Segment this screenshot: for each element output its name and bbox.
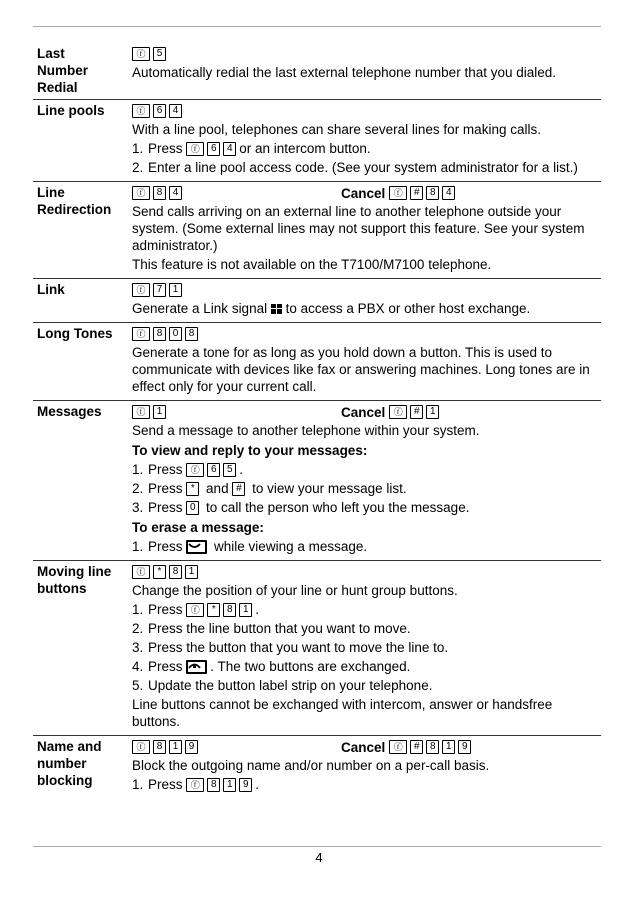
key-sequence bbox=[132, 563, 601, 581]
step: 4. Press . The two buttons are exchanged. bbox=[132, 659, 411, 674]
step: 1. Press while viewing a message. bbox=[132, 539, 368, 554]
cancel-label: Cancel bbox=[341, 739, 386, 755]
entry-last-number-redial bbox=[33, 43, 601, 100]
key: 6 bbox=[207, 142, 220, 156]
feature-key-icon: ⓕ bbox=[132, 405, 150, 419]
key-sequence bbox=[132, 45, 601, 63]
key: 8 bbox=[426, 186, 439, 200]
feature-key-icon: ⓕ bbox=[132, 283, 150, 297]
entry-line-pools bbox=[33, 100, 601, 182]
key: 6 bbox=[207, 463, 220, 477]
step: 3. Press 0 to call the person who left you the message. bbox=[132, 500, 470, 515]
key: 8 bbox=[185, 327, 198, 341]
key: 8 bbox=[153, 327, 166, 341]
key: 1 bbox=[153, 405, 166, 419]
note: Line buttons cannot be exchanged with intercom, answer or handsfree buttons. bbox=[132, 697, 553, 729]
description: Send a message to another telephone within your system. bbox=[132, 423, 480, 438]
key: 4 bbox=[442, 186, 455, 200]
description: Send calls arriving on an external line to another telephone outside your system. (Some external lines may not support this feature. See your system administrator.) bbox=[132, 204, 585, 253]
key-sequence bbox=[132, 184, 601, 202]
feature-key-icon: ⓕ bbox=[132, 565, 150, 579]
entry-moving-line-buttons bbox=[33, 561, 601, 736]
key: 4 bbox=[169, 186, 182, 200]
key: 9 bbox=[458, 740, 471, 754]
key: * bbox=[153, 565, 166, 579]
key-sequence bbox=[132, 738, 601, 756]
step: 5. Update the button label strip on your telephone. bbox=[132, 678, 433, 693]
step: 1. Press ⓕ * 8 1 . bbox=[132, 602, 260, 617]
key: 8 bbox=[223, 603, 236, 617]
note: This feature is not available on the T7100/M7100 telephone. bbox=[132, 257, 492, 272]
step: 2. Press * and # to view your message list. bbox=[132, 481, 407, 496]
key: 1 bbox=[442, 740, 455, 754]
step: 1. Press ⓕ 8 1 9 . bbox=[132, 777, 260, 792]
entry-long-tones bbox=[33, 323, 601, 401]
entry-name-number-blocking bbox=[33, 736, 601, 798]
feature-key-icon: ⓕ bbox=[132, 740, 150, 754]
term: Link bbox=[37, 282, 65, 297]
key-sequence bbox=[132, 102, 601, 120]
bottom-rule bbox=[33, 846, 601, 847]
description: Generate a Link signal to access a PBX or other host exchange. bbox=[132, 301, 531, 316]
key-sequence bbox=[132, 281, 601, 299]
key: # bbox=[410, 405, 423, 419]
entry-messages bbox=[33, 401, 601, 561]
description: Block the outgoing name and/or number on a per-call basis. bbox=[132, 758, 490, 773]
key: 1 bbox=[169, 740, 182, 754]
feature-key-icon: ⓕ bbox=[389, 405, 407, 419]
key: 5 bbox=[223, 463, 236, 477]
key: * bbox=[207, 603, 220, 617]
step: 2. Enter a line pool access code. (See your system administrator for a list.) bbox=[132, 160, 578, 175]
key: 8 bbox=[153, 186, 166, 200]
step: 2. Press the line button that you want to move. bbox=[132, 621, 411, 636]
key: 7 bbox=[153, 283, 166, 297]
page-number: 4 bbox=[315, 850, 323, 865]
key: 4 bbox=[223, 142, 236, 156]
description: Change the position of your line or hunt group buttons. bbox=[132, 583, 458, 598]
feature-key-icon: ⓕ bbox=[132, 327, 150, 341]
step: 1. Press ⓕ 6 4 or an intercom button. bbox=[132, 141, 371, 156]
feature-key-icon: ⓕ bbox=[389, 740, 407, 754]
step-text: Enter a line pool access code. (See your system administrator for a list.) bbox=[148, 160, 578, 175]
entry-line-redirection bbox=[33, 182, 601, 279]
key: 8 bbox=[426, 740, 439, 754]
term: Last Number Redial bbox=[37, 46, 89, 95]
cancel-label: Cancel bbox=[341, 404, 386, 420]
feature-table bbox=[33, 43, 601, 798]
key: 5 bbox=[153, 47, 166, 61]
cancel-sequence bbox=[341, 404, 601, 421]
key: 1 bbox=[185, 565, 198, 579]
feature-key-icon: ⓕ bbox=[132, 47, 150, 61]
link-signal-icon bbox=[271, 304, 282, 314]
cancel-label: Cancel bbox=[341, 185, 386, 201]
feature-key-icon: ⓕ bbox=[186, 603, 204, 617]
feature-key-icon: ⓕ bbox=[186, 778, 204, 792]
subheading: To view and reply to your messages: bbox=[132, 443, 368, 458]
key: 9 bbox=[185, 740, 198, 754]
feature-key-icon: ⓕ bbox=[186, 142, 204, 156]
hold-key-icon bbox=[186, 660, 207, 674]
key: 1 bbox=[239, 603, 252, 617]
step-text: or an intercom button. bbox=[239, 141, 371, 156]
top-rule bbox=[33, 26, 601, 27]
key: 8 bbox=[153, 740, 166, 754]
feature-key-icon: ⓕ bbox=[132, 186, 150, 200]
key: * bbox=[186, 482, 199, 496]
key: 0 bbox=[186, 501, 199, 515]
key: # bbox=[232, 482, 245, 496]
key-sequence bbox=[132, 403, 601, 421]
term: Name and number blocking bbox=[37, 739, 102, 788]
key: 6 bbox=[153, 104, 166, 118]
subheading: To erase a message: bbox=[132, 520, 264, 535]
key: 1 bbox=[223, 778, 236, 792]
feature-key-icon: ⓕ bbox=[186, 463, 204, 477]
key: 8 bbox=[207, 778, 220, 792]
key: 1 bbox=[169, 283, 182, 297]
term: Line pools bbox=[37, 103, 105, 118]
cancel-sequence bbox=[341, 739, 601, 756]
key: 0 bbox=[169, 327, 182, 341]
feature-key-icon: ⓕ bbox=[132, 104, 150, 118]
term: Line Redirection bbox=[37, 185, 112, 217]
key: 9 bbox=[239, 778, 252, 792]
term: Long Tones bbox=[37, 326, 113, 341]
step: 1. Press ⓕ 6 5 . bbox=[132, 462, 244, 477]
feature-key-icon: ⓕ bbox=[389, 186, 407, 200]
key: 1 bbox=[426, 405, 439, 419]
key: # bbox=[410, 186, 423, 200]
release-key-icon bbox=[186, 540, 207, 554]
term: Moving line buttons bbox=[37, 564, 112, 596]
description: With a line pool, telephones can share several lines for making calls. bbox=[132, 122, 541, 137]
step: 3. Press the button that you want to move the line to. bbox=[132, 640, 449, 655]
key: 4 bbox=[169, 104, 182, 118]
key-sequence bbox=[132, 325, 601, 343]
description: Automatically redial the last external telephone number that you dialed. bbox=[132, 65, 557, 80]
description: Generate a tone for as long as you hold down a button. This is used to communicate with devices like fax or answering machines. Long tones are in effect only for your current call. bbox=[132, 345, 590, 394]
key: 8 bbox=[169, 565, 182, 579]
step-text: Press bbox=[148, 141, 183, 156]
term: Messages bbox=[37, 404, 102, 419]
cancel-sequence bbox=[341, 185, 601, 202]
entry-link bbox=[33, 279, 601, 323]
key: # bbox=[410, 740, 423, 754]
